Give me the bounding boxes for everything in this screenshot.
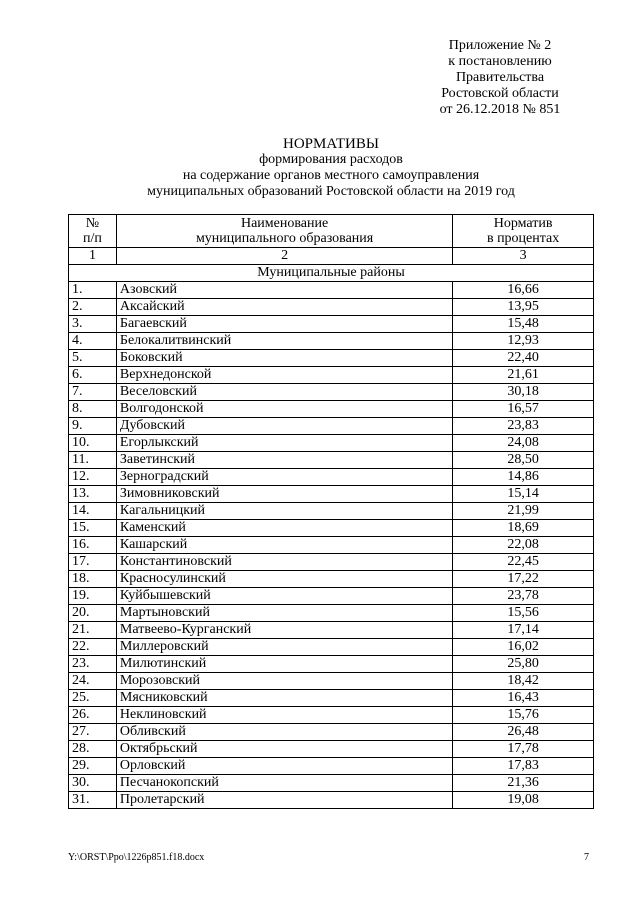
row-norm-value: 14,86 <box>453 469 594 486</box>
row-number: 11. <box>69 452 117 469</box>
row-norm-value: 16,57 <box>453 401 594 418</box>
row-municipality: Багаевский <box>116 316 452 333</box>
row-norm-value: 15,76 <box>453 707 594 724</box>
row-norm-value: 26,48 <box>453 724 594 741</box>
row-number: 14. <box>69 503 117 520</box>
row-number: 6. <box>69 367 117 384</box>
row-norm-value: 23,83 <box>453 418 594 435</box>
table-row <box>69 316 594 333</box>
row-municipality: Белокалитвинский <box>116 333 452 350</box>
row-municipality: Неклиновский <box>116 707 452 724</box>
row-number: 4. <box>69 333 117 350</box>
table-row <box>69 775 594 792</box>
column-number: 1 <box>69 248 117 265</box>
row-norm-value: 23,78 <box>453 588 594 605</box>
row-number: 22. <box>69 639 117 656</box>
table-row <box>69 469 594 486</box>
row-number: 16. <box>69 537 117 554</box>
document-heading <box>68 136 594 200</box>
row-municipality: Аксайский <box>116 299 452 316</box>
table-row <box>69 299 594 316</box>
row-municipality: Кашарский <box>116 537 452 554</box>
heading-line: формирования расходов <box>259 152 403 167</box>
row-municipality: Волгодонской <box>116 401 452 418</box>
row-norm-value: 17,78 <box>453 741 594 758</box>
header-num <box>69 215 117 248</box>
row-number: 9. <box>69 418 117 435</box>
table-row <box>69 724 594 741</box>
header-num-line1: № <box>85 216 100 231</box>
row-norm-value: 22,45 <box>453 554 594 571</box>
norms-table <box>68 214 594 809</box>
row-municipality: Красносулинский <box>116 571 452 588</box>
row-norm-value: 15,56 <box>453 605 594 622</box>
row-number: 26. <box>69 707 117 724</box>
appendix-line: Правительства <box>455 70 545 85</box>
row-norm-value: 17,14 <box>453 622 594 639</box>
header-norm-line2: в процентах <box>486 231 560 246</box>
table-row <box>69 401 594 418</box>
row-municipality: Верхнедонской <box>116 367 452 384</box>
column-number: 2 <box>116 248 452 265</box>
row-municipality: Матвеево-Курганский <box>116 622 452 639</box>
row-municipality: Заветинский <box>116 452 452 469</box>
row-norm-value: 16,43 <box>453 690 594 707</box>
table-row <box>69 571 594 588</box>
column-number-row <box>69 248 594 265</box>
row-norm-value: 28,50 <box>453 452 594 469</box>
row-municipality: Мясниковский <box>116 690 452 707</box>
row-municipality: Азовский <box>116 282 452 299</box>
row-norm-value: 22,08 <box>453 537 594 554</box>
footer-file-path: Y:\ORST\Ppo\1226p851.f18.docx <box>68 852 205 863</box>
appendix-line: Приложение № 2 <box>448 38 552 53</box>
row-municipality: Орловский <box>116 758 452 775</box>
row-norm-value: 19,08 <box>453 792 594 809</box>
table-row <box>69 333 594 350</box>
appendix-line: Ростовской области <box>441 86 559 101</box>
appendix-line: к постановлению <box>448 54 552 69</box>
row-number: 17. <box>69 554 117 571</box>
row-norm-value: 21,99 <box>453 503 594 520</box>
table-row <box>69 792 594 809</box>
row-municipality: Обливский <box>116 724 452 741</box>
column-number: 3 <box>453 248 594 265</box>
footer-page-number: 7 <box>584 852 589 863</box>
row-norm-value: 13,95 <box>453 299 594 316</box>
table-row <box>69 707 594 724</box>
table-row <box>69 639 594 656</box>
row-number: 23. <box>69 656 117 673</box>
table-row <box>69 588 594 605</box>
table-row <box>69 690 594 707</box>
heading-line: муниципальных образований Ростовской области на 2019 год <box>147 184 515 199</box>
row-number: 5. <box>69 350 117 367</box>
document-title: НОРМАТИВЫ <box>283 136 379 152</box>
row-municipality: Миллеровский <box>116 639 452 656</box>
row-norm-value: 18,69 <box>453 520 594 537</box>
row-number: 2. <box>69 299 117 316</box>
header-name-line2: муниципального образования <box>195 231 374 246</box>
row-municipality: Егорлыкский <box>116 435 452 452</box>
row-number: 8. <box>69 401 117 418</box>
row-number: 7. <box>69 384 117 401</box>
table-row <box>69 673 594 690</box>
table-row <box>69 435 594 452</box>
row-number: 25. <box>69 690 117 707</box>
table-row <box>69 554 594 571</box>
row-municipality: Кагальницкий <box>116 503 452 520</box>
row-number: 19. <box>69 588 117 605</box>
row-number: 27. <box>69 724 117 741</box>
row-municipality: Милютинский <box>116 656 452 673</box>
row-norm-value: 17,83 <box>453 758 594 775</box>
table-row <box>69 741 594 758</box>
table-header-row <box>69 215 594 248</box>
row-norm-value: 21,36 <box>453 775 594 792</box>
row-municipality: Пролетарский <box>116 792 452 809</box>
table-row <box>69 503 594 520</box>
table-row <box>69 486 594 503</box>
row-municipality: Морозовский <box>116 673 452 690</box>
appendix-block <box>400 38 600 118</box>
section-title: Муниципальные районы <box>69 265 594 282</box>
row-norm-value: 21,61 <box>453 367 594 384</box>
table-row <box>69 656 594 673</box>
row-norm-value: 18,42 <box>453 673 594 690</box>
row-number: 28. <box>69 741 117 758</box>
table-row <box>69 520 594 537</box>
row-number: 31. <box>69 792 117 809</box>
row-norm-value: 17,22 <box>453 571 594 588</box>
row-number: 15. <box>69 520 117 537</box>
row-norm-value: 16,02 <box>453 639 594 656</box>
table-row <box>69 622 594 639</box>
row-municipality: Зимовниковский <box>116 486 452 503</box>
row-municipality: Зерноградский <box>116 469 452 486</box>
table-row <box>69 282 594 299</box>
row-norm-value: 12,93 <box>453 333 594 350</box>
row-number: 29. <box>69 758 117 775</box>
section-row <box>69 265 594 282</box>
row-number: 24. <box>69 673 117 690</box>
header-num-line2: п/п <box>83 231 102 246</box>
row-norm-value: 24,08 <box>453 435 594 452</box>
row-number: 13. <box>69 486 117 503</box>
row-number: 21. <box>69 622 117 639</box>
table-row <box>69 758 594 775</box>
row-municipality: Куйбышевский <box>116 588 452 605</box>
heading-line: на содержание органов местного самоуправления <box>182 168 480 183</box>
table-row <box>69 384 594 401</box>
row-municipality: Каменский <box>116 520 452 537</box>
row-norm-value: 15,48 <box>453 316 594 333</box>
table-row <box>69 418 594 435</box>
row-municipality: Песчанокопский <box>116 775 452 792</box>
header-norm-line1: Норматив <box>493 216 553 231</box>
row-norm-value: 30,18 <box>453 384 594 401</box>
row-number: 1. <box>69 282 117 299</box>
appendix-line: от 26.12.2018 № 851 <box>439 102 561 117</box>
row-number: 12. <box>69 469 117 486</box>
row-number: 20. <box>69 605 117 622</box>
header-name-line1: Наименование <box>240 216 329 231</box>
table-row <box>69 605 594 622</box>
row-norm-value: 15,14 <box>453 486 594 503</box>
row-number: 3. <box>69 316 117 333</box>
row-municipality: Октябрьский <box>116 741 452 758</box>
row-number: 30. <box>69 775 117 792</box>
row-municipality: Боковский <box>116 350 452 367</box>
row-norm-value: 22,40 <box>453 350 594 367</box>
table-row <box>69 367 594 384</box>
header-norm <box>453 215 594 248</box>
table-row <box>69 452 594 469</box>
table-row <box>69 537 594 554</box>
row-municipality: Веселовский <box>116 384 452 401</box>
row-number: 18. <box>69 571 117 588</box>
row-municipality: Дубовский <box>116 418 452 435</box>
header-name <box>116 215 452 248</box>
row-municipality: Константиновский <box>116 554 452 571</box>
row-norm-value: 16,66 <box>453 282 594 299</box>
row-municipality: Мартыновский <box>116 605 452 622</box>
table-row <box>69 350 594 367</box>
row-number: 10. <box>69 435 117 452</box>
row-norm-value: 25,80 <box>453 656 594 673</box>
